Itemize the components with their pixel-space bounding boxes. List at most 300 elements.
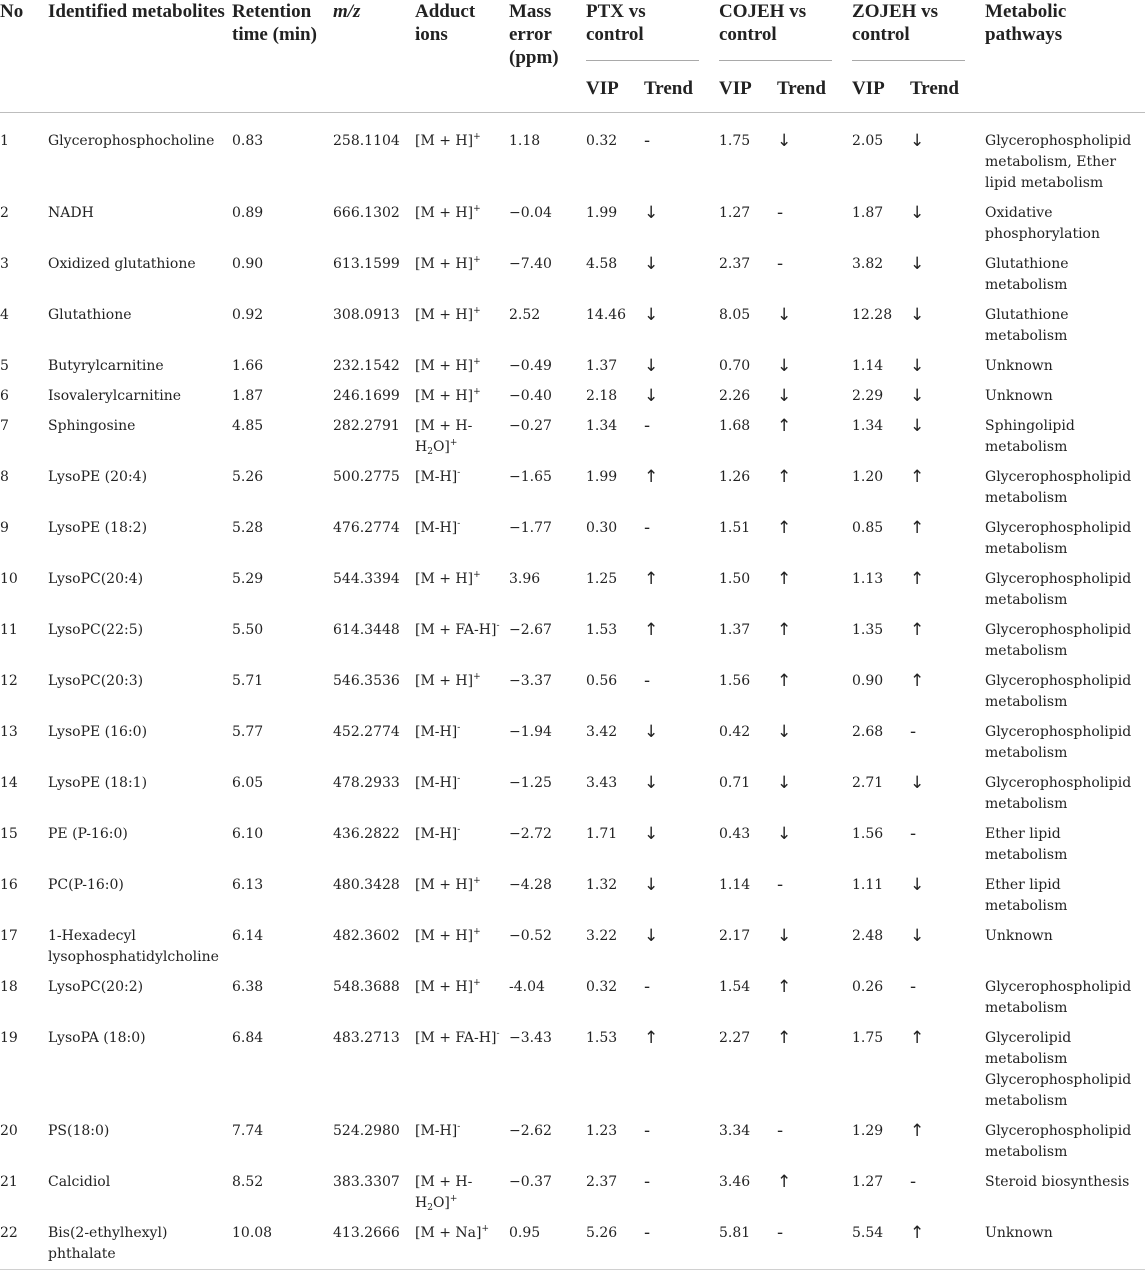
cell-mass-error: 3.96 xyxy=(509,571,541,587)
cell-adduct xyxy=(415,714,509,765)
adduct-main: [M + H] xyxy=(415,388,474,404)
cell-mass-error: −0.52 xyxy=(509,928,552,944)
cell-zojeh-vip: 1.20 xyxy=(852,469,884,485)
cell-cojeh-trend: ↓ xyxy=(777,386,792,406)
cell-pathway: Glycerophospholipid metabolism xyxy=(985,571,1132,608)
cell-adduct xyxy=(415,1164,509,1215)
cell-mass-error: 2.52 xyxy=(509,307,541,323)
cell-ptx-trend: ↓ xyxy=(644,722,659,742)
cell-zojeh-vip: 1.11 xyxy=(852,877,884,893)
cell-adduct xyxy=(415,113,509,196)
cell-metabolite: PS(18:0) xyxy=(48,1123,110,1139)
cell-adduct xyxy=(415,612,509,663)
cell-metabolite: LysoPE (16:0) xyxy=(48,724,148,740)
adduct-charge: - xyxy=(457,468,461,478)
cell-ptx-trend: ↑ xyxy=(644,467,659,487)
cell-zojeh-vip: 0.90 xyxy=(852,673,884,689)
table-row xyxy=(0,765,1145,816)
cell-ptx-trend: ↑ xyxy=(644,569,659,589)
cell-mass-error: −0.27 xyxy=(509,418,552,434)
cell-mass-error: −3.37 xyxy=(509,673,552,689)
cell-no: 13 xyxy=(0,724,18,740)
cell-cojeh-trend: ↑ xyxy=(777,416,792,436)
cell-ptx-trend: ↑ xyxy=(644,1028,659,1048)
cell-ptx-vip: 1.99 xyxy=(586,205,618,221)
adduct-charge: - xyxy=(457,723,461,733)
cell-ptx-vip: 1.71 xyxy=(586,826,618,842)
adduct-charge: + xyxy=(473,387,481,397)
cell-ptx-vip: 1.34 xyxy=(586,418,618,434)
cell-cojeh-vip: 1.56 xyxy=(719,673,751,689)
cell-mass-error: -4.04 xyxy=(509,979,545,995)
cell-ptx-trend: ↓ xyxy=(644,875,659,895)
cell-zojeh-vip: 1.56 xyxy=(852,826,884,842)
adduct-charge: - xyxy=(496,621,500,631)
cell-mz: 258.1104 xyxy=(333,133,400,149)
cell-cojeh-trend: ↑ xyxy=(777,518,792,538)
cell-ptx-vip: 3.43 xyxy=(586,775,618,791)
cell-zojeh-trend: ↑ xyxy=(910,467,925,487)
cell-zojeh-vip: 5.54 xyxy=(852,1225,884,1241)
cell-cojeh-vip: 2.17 xyxy=(719,928,751,944)
cell-cojeh-vip: 1.54 xyxy=(719,979,751,995)
cell-metabolite: Butyrylcarnitine xyxy=(48,358,164,374)
table-row xyxy=(0,1215,1145,1270)
header-ptx-vip: VIP xyxy=(586,78,619,99)
cell-mass-error: −2.62 xyxy=(509,1123,552,1139)
table-row xyxy=(0,378,1145,408)
cell-zojeh-trend: ↓ xyxy=(910,926,925,946)
cell-ptx-trend: ↓ xyxy=(644,305,659,325)
cell-ptx-vip: 0.32 xyxy=(586,133,618,149)
cell-pathway: Ether lipid metabolism xyxy=(985,826,1068,863)
adduct-charge: + xyxy=(473,672,481,682)
adduct-subscript: 2 xyxy=(427,1203,433,1213)
cell-cojeh-vip: 5.81 xyxy=(719,1225,751,1241)
cell-zojeh-trend: ↓ xyxy=(910,773,925,793)
cell-pathway: Glycerophospholipid metabolism xyxy=(985,673,1132,710)
cell-mz: 478.2933 xyxy=(333,775,400,791)
header-ptx-label: PTX vs control xyxy=(586,0,699,61)
cell-pathway: Glycerolipid metabolism Glycerophospholipid metabolism xyxy=(985,1030,1132,1109)
cell-ptx-trend: - xyxy=(644,1172,651,1192)
header-cojeh-label: COJEH vs control xyxy=(719,0,832,61)
cell-mz: 524.2980 xyxy=(333,1123,400,1139)
cell-cojeh-trend: ↑ xyxy=(777,671,792,691)
adduct-charge: + xyxy=(473,255,481,265)
cell-adduct xyxy=(415,459,509,510)
cell-no: 19 xyxy=(0,1030,18,1046)
cell-no: 9 xyxy=(0,520,9,536)
cell-ptx-vip: 3.42 xyxy=(586,724,618,740)
cell-mz: 546.3536 xyxy=(333,673,400,689)
cell-retention-time: 7.74 xyxy=(232,1123,264,1139)
cell-retention-time: 5.26 xyxy=(232,469,264,485)
adduct-charge: - xyxy=(457,825,461,835)
adduct-charge: + xyxy=(481,1224,490,1234)
adduct-charge: - xyxy=(457,774,461,784)
cell-cojeh-vip: 1.68 xyxy=(719,418,751,434)
adduct-main: [M-H] xyxy=(415,826,458,842)
cell-retention-time: 5.71 xyxy=(232,673,264,689)
adduct-main: [M-H] xyxy=(415,724,458,740)
cell-cojeh-trend: ↓ xyxy=(777,824,792,844)
cell-zojeh-vip: 2.71 xyxy=(852,775,884,791)
adduct-main: [M-H] xyxy=(415,469,458,485)
cell-cojeh-vip: 1.50 xyxy=(719,571,751,587)
cell-ptx-trend: ↓ xyxy=(644,824,659,844)
cell-retention-time: 8.52 xyxy=(232,1174,264,1190)
cell-zojeh-trend: ↓ xyxy=(910,254,925,274)
adduct-charge: + xyxy=(473,132,481,142)
cell-zojeh-vip: 1.75 xyxy=(852,1030,884,1046)
cell-mz: 413.2666 xyxy=(333,1225,400,1241)
cell-zojeh-trend: ↑ xyxy=(910,1121,925,1141)
cell-zojeh-vip: 2.05 xyxy=(852,133,884,149)
header-zojeh-group xyxy=(852,0,985,61)
cell-no: 1 xyxy=(0,133,9,149)
cell-cojeh-trend: ↓ xyxy=(777,356,792,376)
header-retention-time: Retention time (min) xyxy=(232,1,317,45)
cell-ptx-vip: 1.23 xyxy=(586,1123,618,1139)
cell-retention-time: 6.38 xyxy=(232,979,264,995)
adduct-main: [M + H] xyxy=(415,877,474,893)
cell-cojeh-trend: - xyxy=(777,203,784,223)
header-ptx-trend: Trend xyxy=(644,78,693,99)
cell-cojeh-trend: - xyxy=(777,1121,784,1141)
header-zojeh-vip: VIP xyxy=(852,78,885,99)
adduct-main: [M + H] xyxy=(415,256,474,272)
header-adduct: Adduct ions xyxy=(415,1,476,45)
cell-pathway: Glycerophospholipid metabolism xyxy=(985,520,1132,557)
table-row xyxy=(0,816,1145,867)
cell-no: 20 xyxy=(0,1123,18,1139)
cell-retention-time: 5.29 xyxy=(232,571,264,587)
cell-zojeh-vip: 3.82 xyxy=(852,256,884,272)
adduct-main: [M + H] xyxy=(415,673,474,689)
cell-ptx-vip: 1.25 xyxy=(586,571,618,587)
table-row xyxy=(0,1164,1145,1215)
cell-metabolite: Isovalerylcarnitine xyxy=(48,388,182,404)
cell-mz: 452.2774 xyxy=(333,724,400,740)
cell-ptx-trend: ↑ xyxy=(644,620,659,640)
cell-no: 15 xyxy=(0,826,18,842)
cell-mass-error: −7.40 xyxy=(509,256,552,272)
cell-ptx-vip: 1.99 xyxy=(586,469,618,485)
cell-pathway: Unknown xyxy=(985,928,1053,944)
cell-cojeh-trend: ↓ xyxy=(777,926,792,946)
cell-no: 16 xyxy=(0,877,18,893)
adduct-charge: + xyxy=(449,1194,458,1204)
cell-cojeh-vip: 8.05 xyxy=(719,307,751,323)
cell-cojeh-vip: 0.43 xyxy=(719,826,751,842)
cell-retention-time: 6.10 xyxy=(232,826,264,842)
cell-zojeh-trend: ↓ xyxy=(910,305,925,325)
cell-pathway: Unknown xyxy=(985,358,1053,374)
adduct-main: [M + Na] xyxy=(415,1225,482,1241)
cell-adduct xyxy=(415,1113,509,1164)
adduct-main: [M + H] xyxy=(415,571,474,587)
adduct-main: [M + H] xyxy=(415,133,474,149)
cell-zojeh-vip: 2.48 xyxy=(852,928,884,944)
cell-adduct xyxy=(415,663,509,714)
adduct-main: [M-H] xyxy=(415,520,458,536)
cell-retention-time: 5.77 xyxy=(232,724,264,740)
cell-pathway: Glycerophospholipid metabolism, Ether lipid metabolism xyxy=(985,133,1132,191)
cell-adduct xyxy=(415,816,509,867)
cell-no: 14 xyxy=(0,775,18,791)
table-row xyxy=(0,297,1145,348)
cell-ptx-trend: ↓ xyxy=(644,203,659,223)
cell-mass-error: −0.37 xyxy=(509,1174,552,1190)
cell-adduct xyxy=(415,1020,509,1113)
cell-metabolite: LysoPC(20:3) xyxy=(48,673,144,689)
cell-retention-time: 5.28 xyxy=(232,520,264,536)
cell-cojeh-vip: 0.71 xyxy=(719,775,751,791)
cell-mass-error: −1.65 xyxy=(509,469,552,485)
adduct-charge: + xyxy=(473,927,481,937)
cell-adduct xyxy=(415,408,509,459)
adduct-charge: - xyxy=(496,1029,500,1039)
cell-mz: 500.2775 xyxy=(333,469,400,485)
cell-ptx-trend: - xyxy=(644,1121,651,1141)
cell-metabolite: LysoPA (18:0) xyxy=(48,1030,146,1046)
header-mz xyxy=(333,0,415,113)
table-row xyxy=(0,510,1145,561)
header-zojeh-label: ZOJEH vs control xyxy=(852,0,965,61)
cell-mz: 548.3688 xyxy=(333,979,400,995)
header-ptx-group xyxy=(586,0,719,61)
cell-zojeh-vip: 1.87 xyxy=(852,205,884,221)
cell-mz: 480.3428 xyxy=(333,877,400,893)
cell-no: 7 xyxy=(0,418,9,434)
table-row xyxy=(0,113,1145,196)
cell-mz: 282.2791 xyxy=(333,418,400,434)
cell-ptx-vip: 2.18 xyxy=(586,388,618,404)
cell-no: 10 xyxy=(0,571,18,587)
cell-ptx-trend: - xyxy=(644,1223,651,1243)
cell-zojeh-trend: - xyxy=(910,824,917,844)
cell-zojeh-vip: 2.29 xyxy=(852,388,884,404)
cell-cojeh-trend: - xyxy=(777,1223,784,1243)
cell-zojeh-trend: ↑ xyxy=(910,569,925,589)
header-pathways: Metabolic pathways xyxy=(985,1,1067,45)
cell-metabolite: Bis(2-ethylhexyl) phthalate xyxy=(48,1225,168,1262)
cell-zojeh-trend: ↑ xyxy=(910,671,925,691)
cell-cojeh-vip: 1.75 xyxy=(719,133,751,149)
cell-no: 11 xyxy=(0,622,18,638)
cell-pathway: Glycerophospholipid metabolism xyxy=(985,724,1132,761)
cell-metabolite: PC(P-16:0) xyxy=(48,877,124,893)
cell-no: 18 xyxy=(0,979,18,995)
cell-cojeh-vip: 2.37 xyxy=(719,256,751,272)
adduct-charge: + xyxy=(473,204,481,214)
cell-pathway: Unknown xyxy=(985,388,1053,404)
cell-retention-time: 6.14 xyxy=(232,928,264,944)
adduct-main: [M + H-H xyxy=(415,1174,473,1211)
cell-metabolite: LysoPC(20:4) xyxy=(48,571,144,587)
cell-ptx-vip: 4.58 xyxy=(586,256,618,272)
header-cojeh-vip: VIP xyxy=(719,78,752,99)
cell-retention-time: 4.85 xyxy=(232,418,264,434)
cell-metabolite: LysoPE (18:1) xyxy=(48,775,148,791)
cell-cojeh-vip: 1.14 xyxy=(719,877,751,893)
cell-retention-time: 6.13 xyxy=(232,877,264,893)
cell-adduct xyxy=(415,765,509,816)
cell-cojeh-trend: - xyxy=(777,875,784,895)
cell-retention-time: 0.83 xyxy=(232,133,264,149)
table-body xyxy=(0,113,1145,1270)
cell-retention-time: 10.08 xyxy=(232,1225,273,1241)
cell-cojeh-trend: ↓ xyxy=(777,131,792,151)
cell-retention-time: 0.89 xyxy=(232,205,264,221)
adduct-charge: + xyxy=(473,570,481,580)
adduct-main: [M + H] xyxy=(415,358,474,374)
cell-no: 22 xyxy=(0,1225,18,1241)
table-row xyxy=(0,663,1145,714)
cell-cojeh-trend: ↑ xyxy=(777,1028,792,1048)
cell-zojeh-vip: 1.35 xyxy=(852,622,884,638)
cell-cojeh-vip: 3.34 xyxy=(719,1123,751,1139)
cell-no: 5 xyxy=(0,358,9,374)
cell-cojeh-trend: ↑ xyxy=(777,569,792,589)
cell-retention-time: 0.90 xyxy=(232,256,264,272)
cell-cojeh-vip: 1.37 xyxy=(719,622,751,638)
adduct-main: [M + H] xyxy=(415,979,474,995)
cell-zojeh-trend: - xyxy=(910,722,917,742)
cell-mz: 614.3448 xyxy=(333,622,400,638)
cell-zojeh-trend: - xyxy=(910,1172,917,1192)
cell-ptx-vip: 0.56 xyxy=(586,673,618,689)
cell-cojeh-trend: ↓ xyxy=(777,722,792,742)
cell-metabolite: Calcidiol xyxy=(48,1174,111,1190)
cell-metabolite: 1-Hexadecyl lysophosphatidylcholine xyxy=(48,928,219,965)
header-cojeh-group xyxy=(719,0,852,61)
cell-ptx-vip: 1.37 xyxy=(586,358,618,374)
cell-zojeh-vip: 1.14 xyxy=(852,358,884,374)
cell-metabolite: Oxidized glutathione xyxy=(48,256,196,272)
adduct-main: [M + FA-H] xyxy=(415,622,497,638)
adduct-main: [M-H] xyxy=(415,775,458,791)
cell-zojeh-vip: 1.29 xyxy=(852,1123,884,1139)
cell-cojeh-trend: ↑ xyxy=(777,620,792,640)
cell-mass-error: −2.72 xyxy=(509,826,552,842)
cell-mass-error: −2.67 xyxy=(509,622,552,638)
cell-metabolite: LysoPC(22:5) xyxy=(48,622,144,638)
cell-mass-error: 1.18 xyxy=(509,133,541,149)
table-row xyxy=(0,918,1145,969)
cell-pathway: Glycerophospholipid metabolism xyxy=(985,979,1132,1016)
cell-ptx-vip: 1.53 xyxy=(586,622,618,638)
cell-zojeh-trend: ↓ xyxy=(910,203,925,223)
cell-pathway: Glycerophospholipid metabolism xyxy=(985,775,1132,812)
cell-mz: 476.2774 xyxy=(333,520,400,536)
table-row xyxy=(0,969,1145,1020)
cell-zojeh-vip: 0.26 xyxy=(852,979,884,995)
cell-ptx-vip: 0.30 xyxy=(586,520,618,536)
cell-no: 6 xyxy=(0,388,9,404)
adduct-main: [M + H] xyxy=(415,307,474,323)
adduct-main: [M + H] xyxy=(415,928,474,944)
cell-retention-time: 5.50 xyxy=(232,622,264,638)
cell-pathway: Steroid biosynthesis xyxy=(985,1174,1130,1190)
cell-ptx-trend: ↓ xyxy=(644,926,659,946)
adduct-tail: O] xyxy=(432,1195,450,1211)
cell-no: 4 xyxy=(0,307,9,323)
cell-cojeh-vip: 0.42 xyxy=(719,724,751,740)
cell-ptx-trend: - xyxy=(644,131,651,151)
table-row xyxy=(0,612,1145,663)
cell-retention-time: 0.92 xyxy=(232,307,264,323)
cell-ptx-vip: 0.32 xyxy=(586,979,618,995)
cell-mz: 308.0913 xyxy=(333,307,400,323)
cell-adduct xyxy=(415,246,509,297)
cell-ptx-trend: ↓ xyxy=(644,386,659,406)
table-row xyxy=(0,561,1145,612)
cell-adduct xyxy=(415,378,509,408)
table-row xyxy=(0,867,1145,918)
cell-zojeh-trend: ↑ xyxy=(910,518,925,538)
cell-mass-error: 0.95 xyxy=(509,1225,541,1241)
cell-mass-error: −1.94 xyxy=(509,724,552,740)
cell-mz: 383.3307 xyxy=(333,1174,400,1190)
cell-cojeh-trend: - xyxy=(777,254,784,274)
cell-mz: 246.1699 xyxy=(333,388,400,404)
header-mass-error: Mass error (ppm) xyxy=(509,1,559,68)
cell-ptx-vip: 3.22 xyxy=(586,928,618,944)
cell-zojeh-vip: 2.68 xyxy=(852,724,884,740)
cell-adduct xyxy=(415,1215,509,1270)
cell-mz: 436.2822 xyxy=(333,826,400,842)
cell-zojeh-vip: 1.34 xyxy=(852,418,884,434)
cell-metabolite: Glutathione xyxy=(48,307,132,323)
cell-metabolite: LysoPC(20:2) xyxy=(48,979,144,995)
cell-ptx-vip: 2.37 xyxy=(586,1174,618,1190)
cell-mass-error: −0.40 xyxy=(509,388,552,404)
cell-mass-error: −0.49 xyxy=(509,358,552,374)
cell-cojeh-vip: 3.46 xyxy=(719,1174,751,1190)
cell-mz: 544.3394 xyxy=(333,571,400,587)
cell-pathway: Glutathione metabolism xyxy=(985,307,1069,344)
cell-no: 2 xyxy=(0,205,9,221)
cell-mz: 482.3602 xyxy=(333,928,400,944)
cell-mz: 666.1302 xyxy=(333,205,400,221)
cell-cojeh-vip: 2.26 xyxy=(719,388,751,404)
adduct-main: [M + H] xyxy=(415,205,474,221)
cell-adduct xyxy=(415,348,509,378)
adduct-main: [M-H] xyxy=(415,1123,458,1139)
cell-no: 8 xyxy=(0,469,9,485)
cell-zojeh-trend: ↓ xyxy=(910,356,925,376)
cell-pathway: Unknown xyxy=(985,1225,1053,1241)
cell-mass-error: −0.04 xyxy=(509,205,552,221)
table-row xyxy=(0,714,1145,765)
header-metabolite: Identified metabolites xyxy=(48,1,225,22)
cell-cojeh-trend: ↑ xyxy=(777,977,792,997)
cell-adduct xyxy=(415,297,509,348)
cell-ptx-trend: ↓ xyxy=(644,356,659,376)
cell-metabolite: Sphingosine xyxy=(48,418,136,434)
cell-metabolite: Glycerophosphocholine xyxy=(48,133,215,149)
cell-mz: 232.1542 xyxy=(333,358,400,374)
cell-no: 21 xyxy=(0,1174,18,1190)
cell-pathway: Sphingolipid metabolism xyxy=(985,418,1075,455)
cell-ptx-trend: ↓ xyxy=(644,254,659,274)
cell-ptx-trend: ↓ xyxy=(644,773,659,793)
cell-zojeh-vip: 0.85 xyxy=(852,520,884,536)
cell-mass-error: −1.25 xyxy=(509,775,552,791)
header-cojeh-trend: Trend xyxy=(777,78,826,99)
